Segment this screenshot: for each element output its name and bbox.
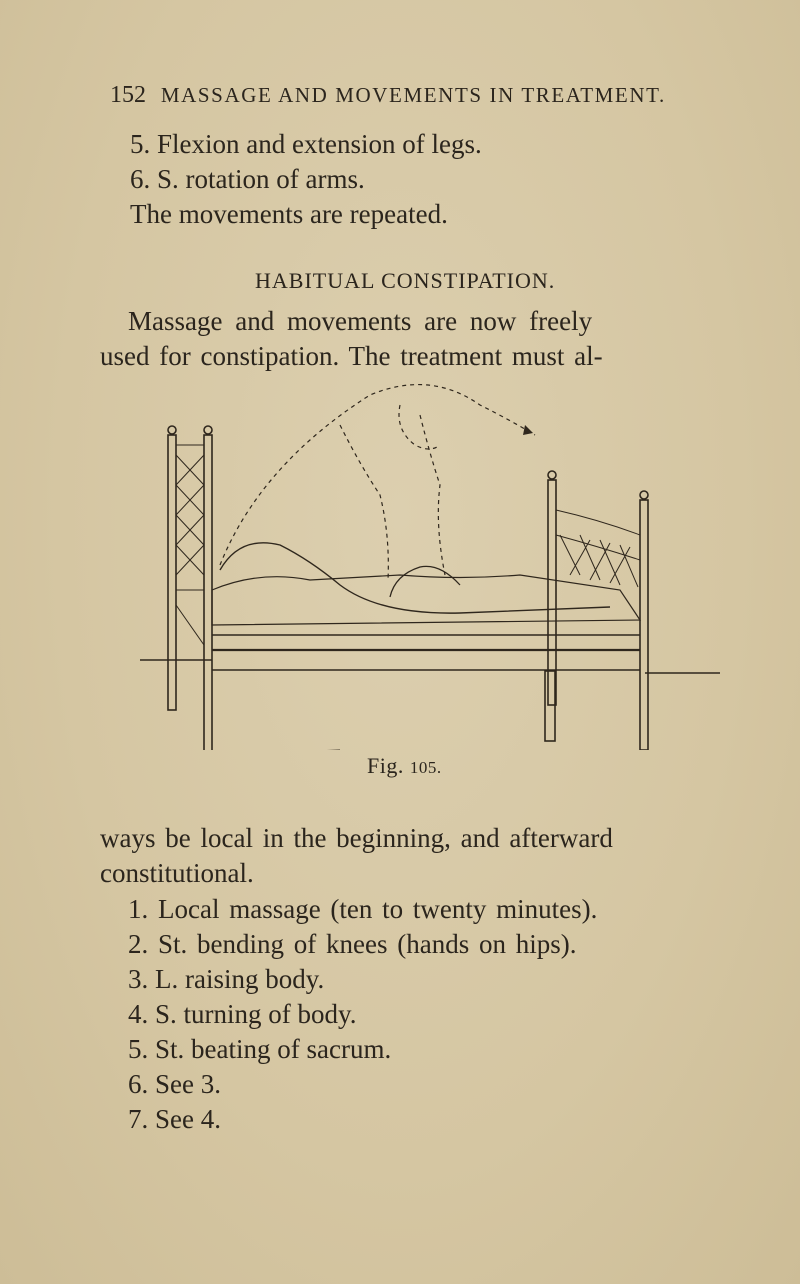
bed-leg xyxy=(545,671,555,741)
list-item: 4. S. turning of body. xyxy=(128,999,357,1029)
post-knob xyxy=(640,491,648,499)
text-line: 5. Flexion and extension of legs. xyxy=(130,129,482,159)
headboard-post xyxy=(204,435,212,750)
list-item: 1. Local massage (ten to twenty minutes). xyxy=(128,894,598,924)
footboard-lattice xyxy=(556,510,640,587)
page-number: 152 xyxy=(110,82,146,108)
reclining-figure xyxy=(390,566,460,597)
raised-figure-outline xyxy=(220,385,535,580)
paragraph-line: constitutional. xyxy=(100,858,254,888)
caption-number: 105. xyxy=(409,758,442,777)
text-line: 6. S. rotation of arms. xyxy=(130,164,365,194)
paragraph-line: ways be local in the beginning, and afterward xyxy=(100,823,613,853)
figure-caption xyxy=(367,753,442,779)
list-item: 7. See 4. xyxy=(128,1104,221,1134)
post-knob xyxy=(204,426,212,434)
headboard-lattice xyxy=(176,445,204,645)
paragraph-line: Massage and movements are now freely xyxy=(128,306,593,336)
running-header xyxy=(110,82,710,109)
figure-illustration xyxy=(140,375,740,750)
post-knob xyxy=(548,471,556,479)
text-line: The movements are repeated. xyxy=(130,199,448,229)
post-knob xyxy=(168,426,176,434)
mattress xyxy=(212,575,640,625)
section-heading: HABITUAL CONSTIPATION. xyxy=(255,268,556,293)
headboard-post xyxy=(168,435,176,710)
paragraph-line: used for constipation. The treatment must al- xyxy=(100,341,603,371)
footboard-post xyxy=(640,500,648,750)
motion-arrow xyxy=(523,425,533,435)
list-item: 6. See 3. xyxy=(128,1069,221,1099)
list-item: 5. St. beating of sacrum. xyxy=(128,1034,392,1064)
list-item: 2. St. bending of knees (hands on hips). xyxy=(128,929,577,959)
reclining-figure xyxy=(220,543,610,613)
running-title: MASSAGE AND MOVEMENTS IN TREATMENT. xyxy=(160,83,666,107)
list-item: 3. L. raising body. xyxy=(128,964,325,994)
caption-prefix: Fig. xyxy=(367,753,404,778)
